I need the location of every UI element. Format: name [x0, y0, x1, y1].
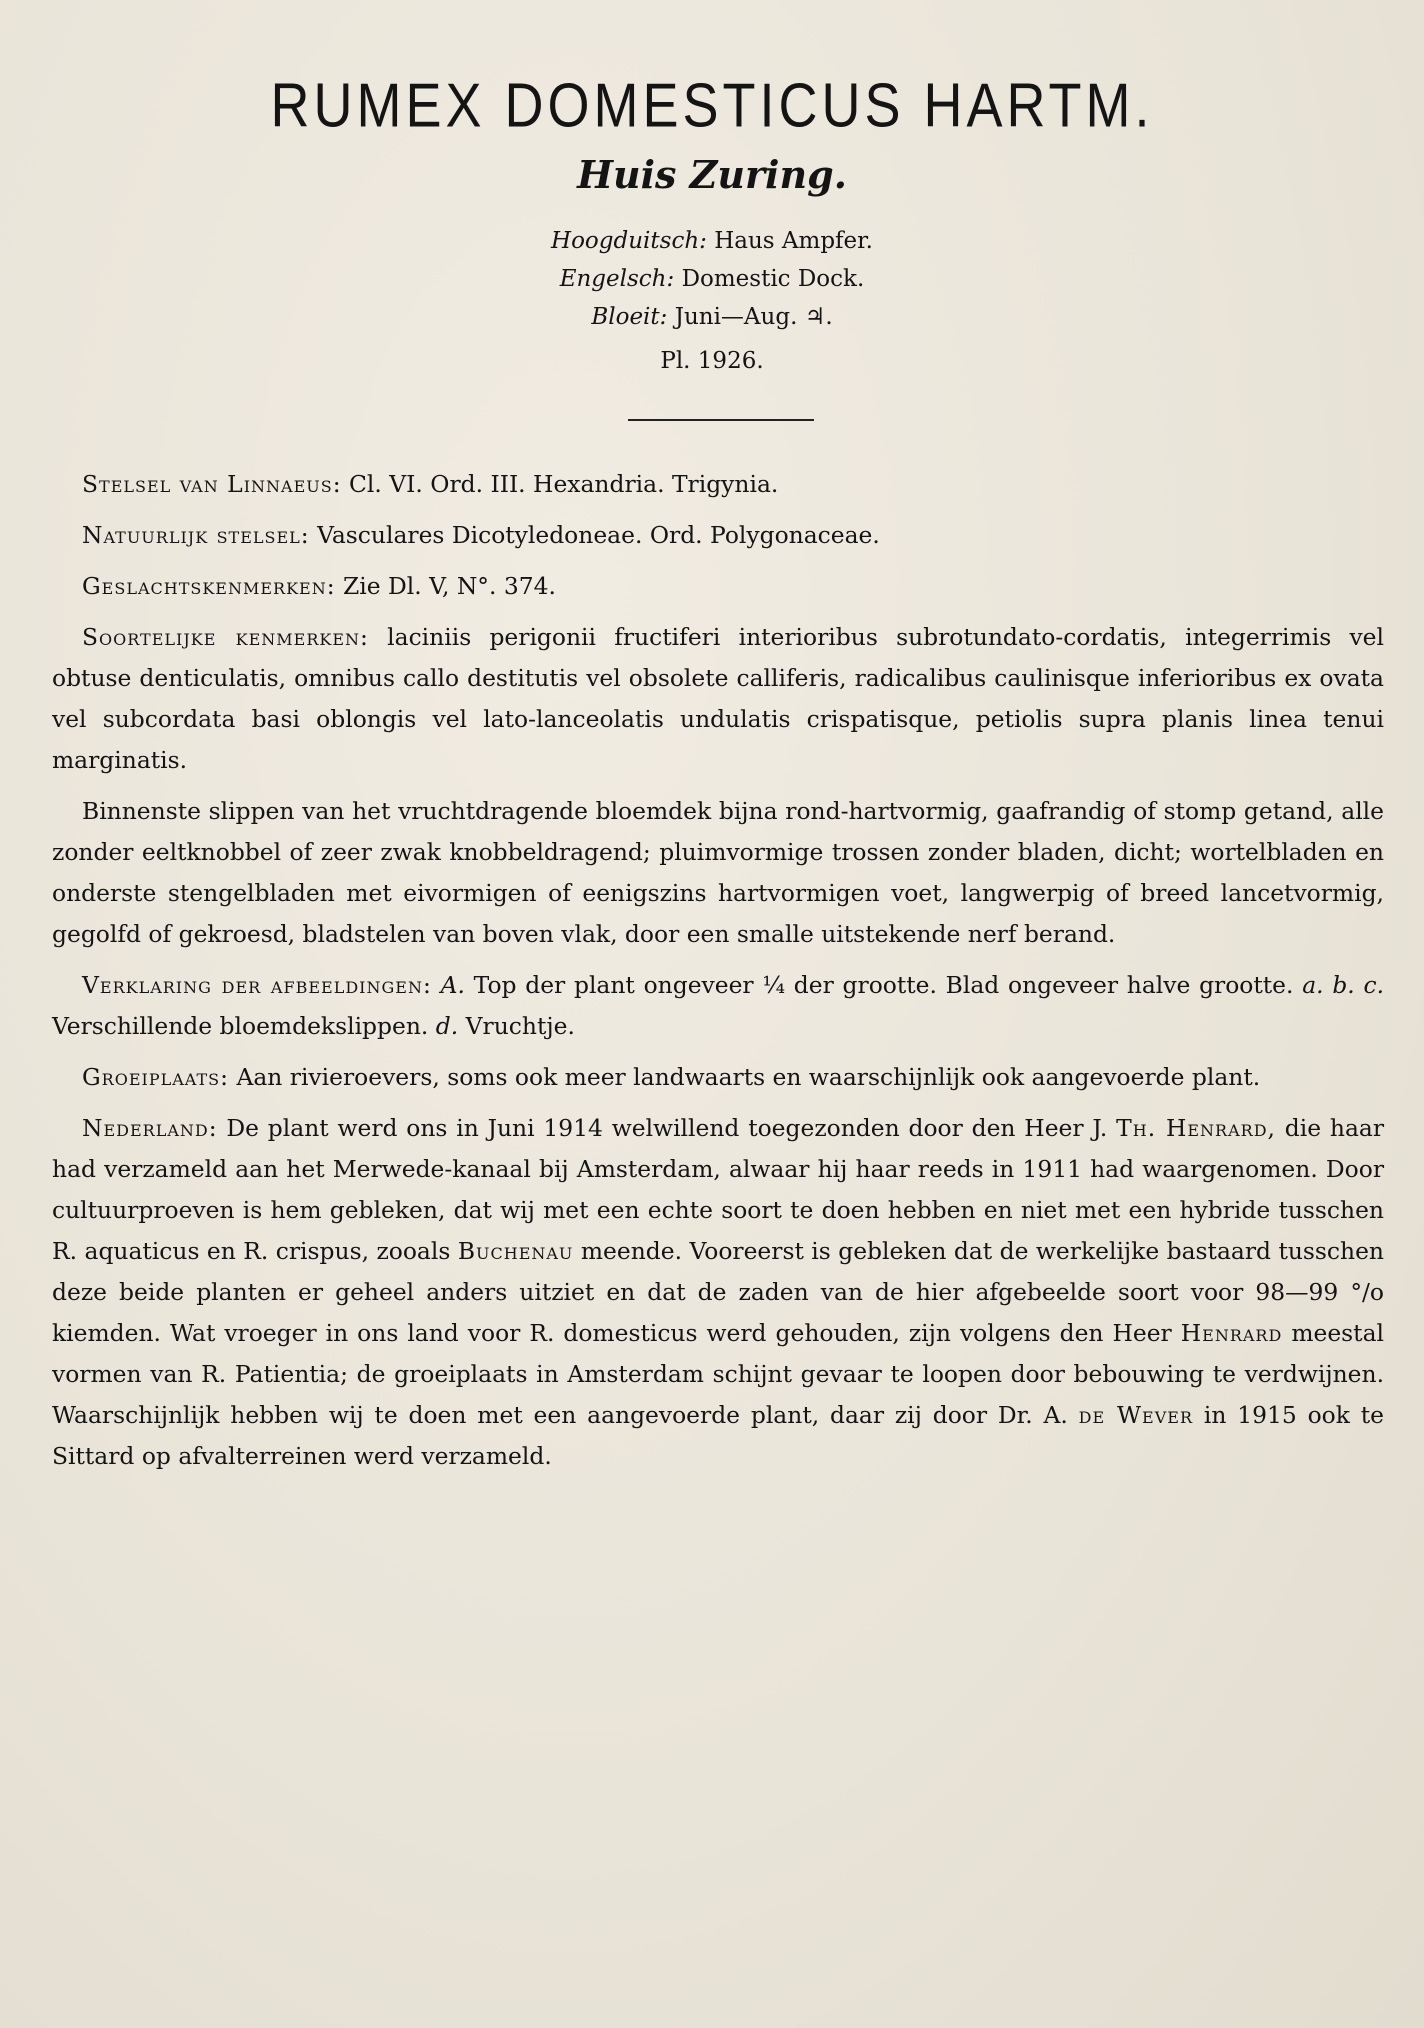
netherlands-text-2: die haar had verzameld aan het Merwede-kanaal bij Amsterdam, alwaar hij haar reeds in 1911 had waargenomen. Door cultuurproeven is hem gebleken, dat wij met een echte soort te doen hebben en niet met een hybride tusschen R. aquaticus en R. crispus, zooals	[52, 1114, 1385, 1265]
species-text: laciniis perigonii fructiferi interioribus subrotundato-cordatis, integerrimis vel obtuse denticulatis, omnibus callo destitutis vel obsolete calliferis, radicalibus caulinisque inferioribus ex ovata vel subcordata basi oblongis vel lato-lanceolatis undulatis crispatisque, petiolis supra planis linea tenui marginatis.	[52, 623, 1384, 774]
figures-label: Verklaring der afbeeldingen:	[82, 971, 432, 999]
figures-text-2: der grootte. Blad ongeveer halve grootte.	[793, 971, 1294, 999]
genus-label: Geslachtskenmerken:	[82, 572, 336, 600]
german-label: Hoogduitsch:	[551, 228, 707, 254]
german-name-line	[0, 222, 1424, 260]
natural-system-paragraph	[52, 515, 1384, 556]
flowering-label: Bloeit:	[591, 304, 668, 330]
english-value: Domestic Dock.	[681, 266, 865, 292]
figures-text-4: Vruchtje.	[465, 1012, 575, 1040]
figure-a: A.	[440, 971, 465, 999]
netherlands-text-4: meestal vormen van R. Patientia; de groeiplaats in Amsterdam schijnt gevaar te loopen door bebouwing te verdwijnen. Waarschijnlijk hebben wij te doen met een aangevoerde plant, daar zij door Dr. A.	[52, 1319, 1385, 1429]
person-henrard-2: Henrard	[1180, 1319, 1283, 1347]
figure-d: d.	[435, 1012, 459, 1040]
body-text	[52, 464, 1384, 1487]
figures-text-1: Top der plant ongeveer	[473, 971, 754, 999]
plate-number: Pl. 1926.	[660, 348, 764, 374]
figures-paragraph	[52, 965, 1384, 1047]
divider	[628, 419, 814, 421]
habitat-paragraph	[52, 1057, 1384, 1098]
linnaeus-text: Cl. VI. Ord. III. Hexandria. Trigynia.	[349, 470, 779, 498]
english-label: Engelsch:	[559, 266, 675, 292]
netherlands-paragraph	[52, 1108, 1384, 1477]
figure-abc: a. b. c.	[1302, 971, 1385, 999]
common-names	[0, 222, 1424, 336]
description-paragraph: Binnenste slippen van het vruchtdragende bloemdek bijna rond-hartvormig, gaafrandig of stomp getand, alle zonder eeltknobbel of zeer zwak knobbeldragend; pluimvormige trossen zonder bladen, dicht; wortelbladen en onderste stengelbladen met eivormigen of eenigszins hartvormigen voet, langwerpig of breed lancetvormig, gegolfd of gekroesd, bladstelen van boven vlak, door een smalle uitstekende nerf berand.	[52, 797, 1384, 948]
linnaeus-paragraph	[52, 464, 1384, 505]
flowering-value: Juni—Aug. ♃.	[674, 304, 833, 330]
page-title: RUMEX DOMESTICUS HARTM.	[270, 71, 1154, 141]
habitat-text: Aan rivieroevers, soms ook meer landwaarts en waarschijnlijk ook aangevoerde plant.	[236, 1063, 1261, 1091]
figures-text-3: Verschillende bloemdekslippen.	[52, 1012, 429, 1040]
figures-fraction: ¼	[762, 971, 786, 999]
natural-system-label: Natuurlijk stelsel:	[82, 521, 310, 549]
netherlands-label: Nederland:	[82, 1114, 218, 1142]
genus-text: Zie Dl. V, N°. 374.	[343, 572, 556, 600]
flowering-line	[0, 298, 1424, 336]
person-buchenau: Buchenau	[457, 1237, 574, 1265]
german-value: Haus Ampfer.	[714, 228, 873, 254]
netherlands-text-1: De plant werd ons in Juni 1914 welwillend toegezonden door den Heer J.	[226, 1114, 1108, 1142]
habitat-label: Groeiplaats:	[82, 1063, 229, 1091]
dutch-name: Huis Zuring.	[577, 152, 847, 197]
netherlands-text-5: in 1915 ook te Sittard op afvalterreinen werd verzameld.	[52, 1401, 1384, 1470]
species-paragraph	[52, 617, 1384, 781]
person-de-wever: de Wever	[1078, 1401, 1194, 1429]
species-label: Soortelijke kenmerken:	[82, 623, 369, 651]
natural-system-text: Vasculares Dicotyledoneae. Ord. Polygonaceae.	[317, 521, 880, 549]
netherlands-text-3: meende. Vooreerst is gebleken dat de werkelijke bastaard tusschen deze beide planten er geheel anders uitziet en dat de zaden van de hier afgebeelde soort voor 98—99 °/o kiemden. Wat vroeger in ons land voor R. domesticus werd gehouden, zijn volgens den Heer	[52, 1237, 1384, 1347]
linnaeus-label: Stelsel van Linnaeus:	[82, 470, 342, 498]
english-name-line	[0, 260, 1424, 298]
person-henrard: Th. Henrard,	[1116, 1114, 1276, 1142]
genus-paragraph	[52, 566, 1384, 607]
